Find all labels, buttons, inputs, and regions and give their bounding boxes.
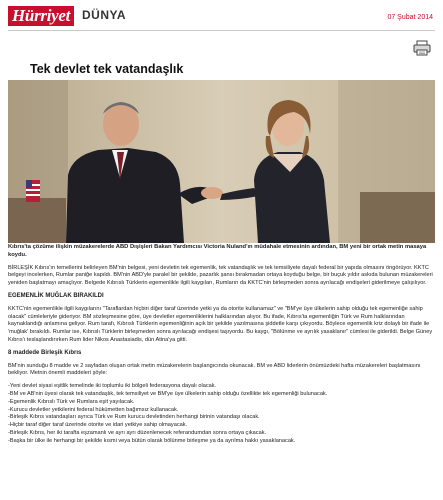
article-items-list	[8, 383, 435, 445]
article-headline: Tek devlet tek vatandaşlık	[30, 62, 184, 76]
section-heading-articles: 8 maddede Birleşik Kıbrıs	[8, 349, 82, 356]
list-item: -Kurucu devletler yetkilerini federal hükümetten bağımsız kullanacak.	[8, 406, 179, 413]
section-body-sovereignty: KKTC'nin egemenlikle ilgili kaygılarını "Taraflardan hiçbiri diğer taraf üzerinde yetki ya da otorite kullanamaz" ve "BM'ye üye ülkelerin sahip olduğu tek egemenliğe sahip olacak" cümleleriyle gideriyor. BM sözleşmesine göre, üye devletler egemenliklerini halklarından alıyor. Bu ifade, Kıbrıs'ta egemenliğin Türk ve Rum halklarından kaynaklandığı anlamına geliyor. Rum tarafı, Kıbrıslı Türklerin egemenliğinin açık bir şekilde yazılmasına şiddetle karşı çıkıyordu. Böylece egemenlik kriz dolaylı bir ifade ile 'muğlak' bırakıldı. Rumlar ise, Kıbrıslı Türklerin birleşmeden sonra ayrılacağı endişesi taşıyordu. Bu kaygı, "Bölünme ve ayrılık yasaklanır" cümlesi ile giderildi. Belge Güney Kıbrıs'ı teslaşlandırırken Rum lider Nikos Anastasiadis, dün Atina'ya gitti.	[8, 305, 433, 343]
list-item: -Birleşik Kıbrıs vatandaşları ayrıca Türk ve Rum kurucu devletinden herhangi birinin vatandaşı olacak.	[8, 414, 260, 421]
section-label: DÜNYA	[82, 8, 127, 22]
article-body	[8, 244, 435, 446]
list-item: -Egemenlik Kıbrıslı Türk ve Rumlara eşit yayılacak.	[8, 398, 135, 405]
section-heading-sovereignty: EGEMENLİK MUĞLAK BIRAKILDI	[8, 292, 104, 299]
header-divider	[8, 30, 435, 31]
list-item: -Hiçbir taraf diğer taraf üzerinde otorite ve idari yetkiye sahip olmayacak.	[8, 422, 188, 429]
newspaper-logo[interactable]: Hürriyet	[8, 6, 74, 26]
article-lead: BİRLEŞİK Kıbrıs'ın temellerini belirleyen BM'nin belgesi, yeni devletin tek egemenlik, tek vatandaşlık ve tek temsiliyete dayalı federal bir yapıda olmasını öngörüyor. KKTC belgeyi incelerken, Rumlar paniğe kapıldı. BM'nin ABD'yle paralel bir şekilde, pazarlık şansı bırakmadan ortaya koyduğu belge, bir buçuk yıldır askıda bulunan müzakereleri yeniden başlatmayı amaçlıyor. Belgede Kıbrıslı Türklerin egemenlikle ilgili kaygıları, Rumların da KKTC'nin birleşmeden sonra ayrılacağı endişeleri giderilmeye çalışılıyor.	[8, 264, 433, 287]
news-photo	[8, 80, 435, 243]
printer-icon[interactable]	[412, 40, 432, 56]
masthead	[8, 6, 435, 28]
list-item: -Başka bir ülke ile herhangi bir şekilde kısmi veya bütün olarak bölünme birleşme ya da ayrılma hakkı yasaklanacak.	[8, 437, 296, 444]
list-item: -BM ve AB'nin üyesi olarak tek vatandaşlık, tek temsiliyet ve BM'ye üye ülkelerin sahip olduğu özellikte tek egemenliği bulunacak.	[8, 390, 328, 397]
article-caption: Kıbrıs'ta çözüme ilişkin müzakerelerde ABD Dışişleri Bakan Yardımcısı Victoria Nuland'ın müdahale etmesinin ardından, BM yeni bir ortak metin masaya koydu.	[8, 244, 427, 258]
list-item: -Birleşik Kıbrıs, her iki tarafta eşzamanlı ve ayrı ayrı düzenlenecek referandumdan sonra ortaya çıkacak.	[8, 429, 267, 436]
publication-date: 07 Şubat 2014	[387, 14, 433, 21]
list-item: -Yeni devlet siyasi eşitlik temelinde iki toplumlu iki bölgeli federasyona dayalı olacak.	[8, 383, 217, 390]
section-intro-articles: BM'nin sunduğu 8 madde ve 2 sayfadan oluşan ortak metin müzakerelerin başlangıcında okunacak. BM ve ABD liderlerin önümüzdeki hafta müzakereleri başlatmasını bekliyor. Metnin önemli maddeleri şöyle:	[8, 362, 421, 377]
